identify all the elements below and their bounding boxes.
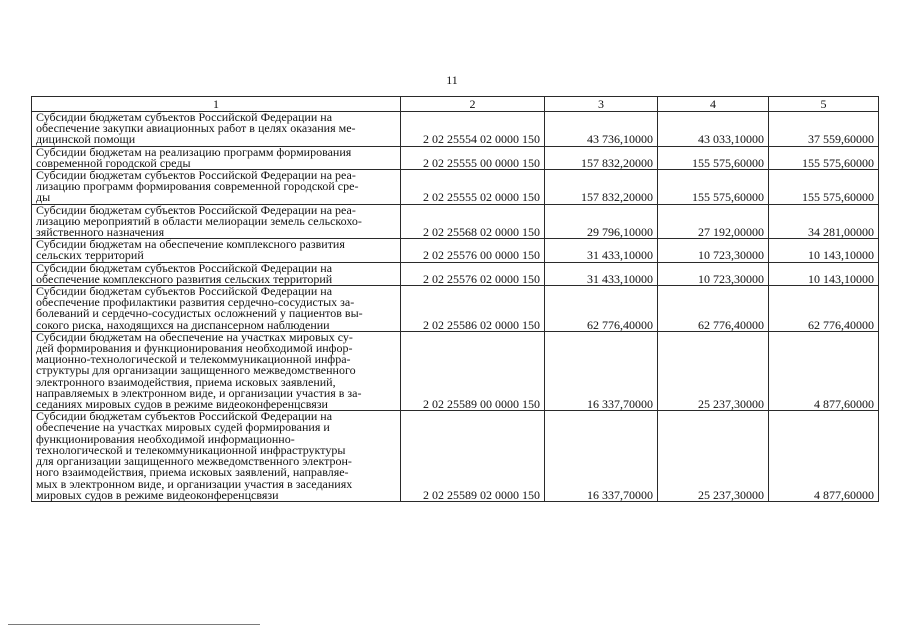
amount-col4: 10 723,30000 (658, 262, 769, 285)
table-row (32, 411, 879, 502)
table-row (32, 170, 879, 205)
amount-col5: 62 776,40000 (769, 286, 879, 332)
budget-code: 2 02 25568 02 0000 150 (401, 204, 545, 239)
amount-col3: 16 337,70000 (545, 331, 658, 410)
amount-col5: 155 575,60000 (769, 170, 879, 205)
row-description: Субсидии бюджетам субъектов Российской Федерации на обеспечение комплексного развития сельских территорий (32, 262, 401, 285)
column-header-5: 5 (769, 97, 879, 112)
amount-col3: 31 433,10000 (545, 239, 658, 262)
row-description: Субсидии бюджетам субъектов Российской Федерации на реа- лизацию программ формирования современной городской сре- ды (32, 170, 401, 205)
row-description: Субсидии бюджетам на реализацию программ формирования современной городской среды (32, 146, 401, 169)
amount-col4: 43 033,10000 (658, 112, 769, 147)
amount-col3: 29 796,10000 (545, 204, 658, 239)
amount-col3: 157 832,20000 (545, 170, 658, 205)
page-bottom-rule (8, 624, 260, 625)
amount-col5: 155 575,60000 (769, 146, 879, 169)
amount-col3: 16 337,70000 (545, 411, 658, 502)
amount-col4: 27 192,00000 (658, 204, 769, 239)
amount-col5: 37 559,60000 (769, 112, 879, 147)
budget-code: 2 02 25589 00 0000 150 (401, 331, 545, 410)
budget-code: 2 02 25589 02 0000 150 (401, 411, 545, 502)
budget-table (31, 96, 879, 502)
amount-col5: 4 877,60000 (769, 331, 879, 410)
column-header-3: 3 (545, 97, 658, 112)
budget-code: 2 02 25586 02 0000 150 (401, 286, 545, 332)
column-header-1: 1 (32, 97, 401, 112)
row-description: Субсидии бюджетам субъектов Российской Федерации на обеспечение на участках мировых судей формирования и функционирования необходимой информационно- технологической и телекоммуникационной инфраструктуры для организации защищенного межведомственного электрон- ного взаимодействия, приема исковых заявлений, направляе- мых в электронном виде, и организации участия в заседаниях мировых судов в режиме видеоконференцсвязи (32, 411, 401, 502)
amount-col3: 62 776,40000 (545, 286, 658, 332)
page-number: 11 (446, 73, 458, 87)
amount-col5: 34 281,00000 (769, 204, 879, 239)
budget-code: 2 02 25554 02 0000 150 (401, 112, 545, 147)
amount-col5: 10 143,10000 (769, 262, 879, 285)
table-row (32, 262, 879, 285)
column-header-2: 2 (401, 97, 545, 112)
budget-code: 2 02 25555 02 0000 150 (401, 170, 545, 205)
amount-col3: 31 433,10000 (545, 262, 658, 285)
amount-col4: 25 237,30000 (658, 411, 769, 502)
table-row (32, 204, 879, 239)
amount-col3: 43 736,10000 (545, 112, 658, 147)
amount-col3: 157 832,20000 (545, 146, 658, 169)
column-header-4: 4 (658, 97, 769, 112)
amount-col4: 155 575,60000 (658, 146, 769, 169)
amount-col4: 62 776,40000 (658, 286, 769, 332)
amount-col4: 155 575,60000 (658, 170, 769, 205)
budget-code: 2 02 25576 00 0000 150 (401, 239, 545, 262)
row-description: Субсидии бюджетам на обеспечение на участках мировых су- дей формирования и функционирования необходимой инфор- мационно-технологической и телекоммуникационной инфра- структуры для организации защищенного межведомственного электронного взаимодействия, приема исковых заявлений, направляемых в электронном виде, и организации участия в за- седаниях мировых судов в режиме видеоконференцсвязи (32, 331, 401, 410)
amount-col5: 10 143,10000 (769, 239, 879, 262)
table-row (32, 146, 879, 169)
budget-code: 2 02 25555 00 0000 150 (401, 146, 545, 169)
row-description: Субсидии бюджетам субъектов Российской Федерации на обеспечение профилактики развития сердечно-сосудистых за- болеваний и сердечно-сосудистых осложнений у пациентов вы- сокого риска, находящихся на диспансерном наблюдении (32, 286, 401, 332)
row-description: Субсидии бюджетам на обеспечение комплексного развития сельских территорий (32, 239, 401, 262)
amount-col4: 10 723,30000 (658, 239, 769, 262)
budget-code: 2 02 25576 02 0000 150 (401, 262, 545, 285)
table-row (32, 112, 879, 147)
table-row (32, 286, 879, 332)
table-row (32, 331, 879, 410)
table-row (32, 239, 879, 262)
row-description: Субсидии бюджетам субъектов Российской Федерации на реа- лизацию мероприятий в области мелиорации земель сельскохо- зяйственного назначения (32, 204, 401, 239)
amount-col4: 25 237,30000 (658, 331, 769, 410)
amount-col5: 4 877,60000 (769, 411, 879, 502)
row-description: Субсидии бюджетам субъектов Российской Федерации на обеспечение закупки авиационных работ в целях оказания ме- дицинской помощи (32, 112, 401, 147)
